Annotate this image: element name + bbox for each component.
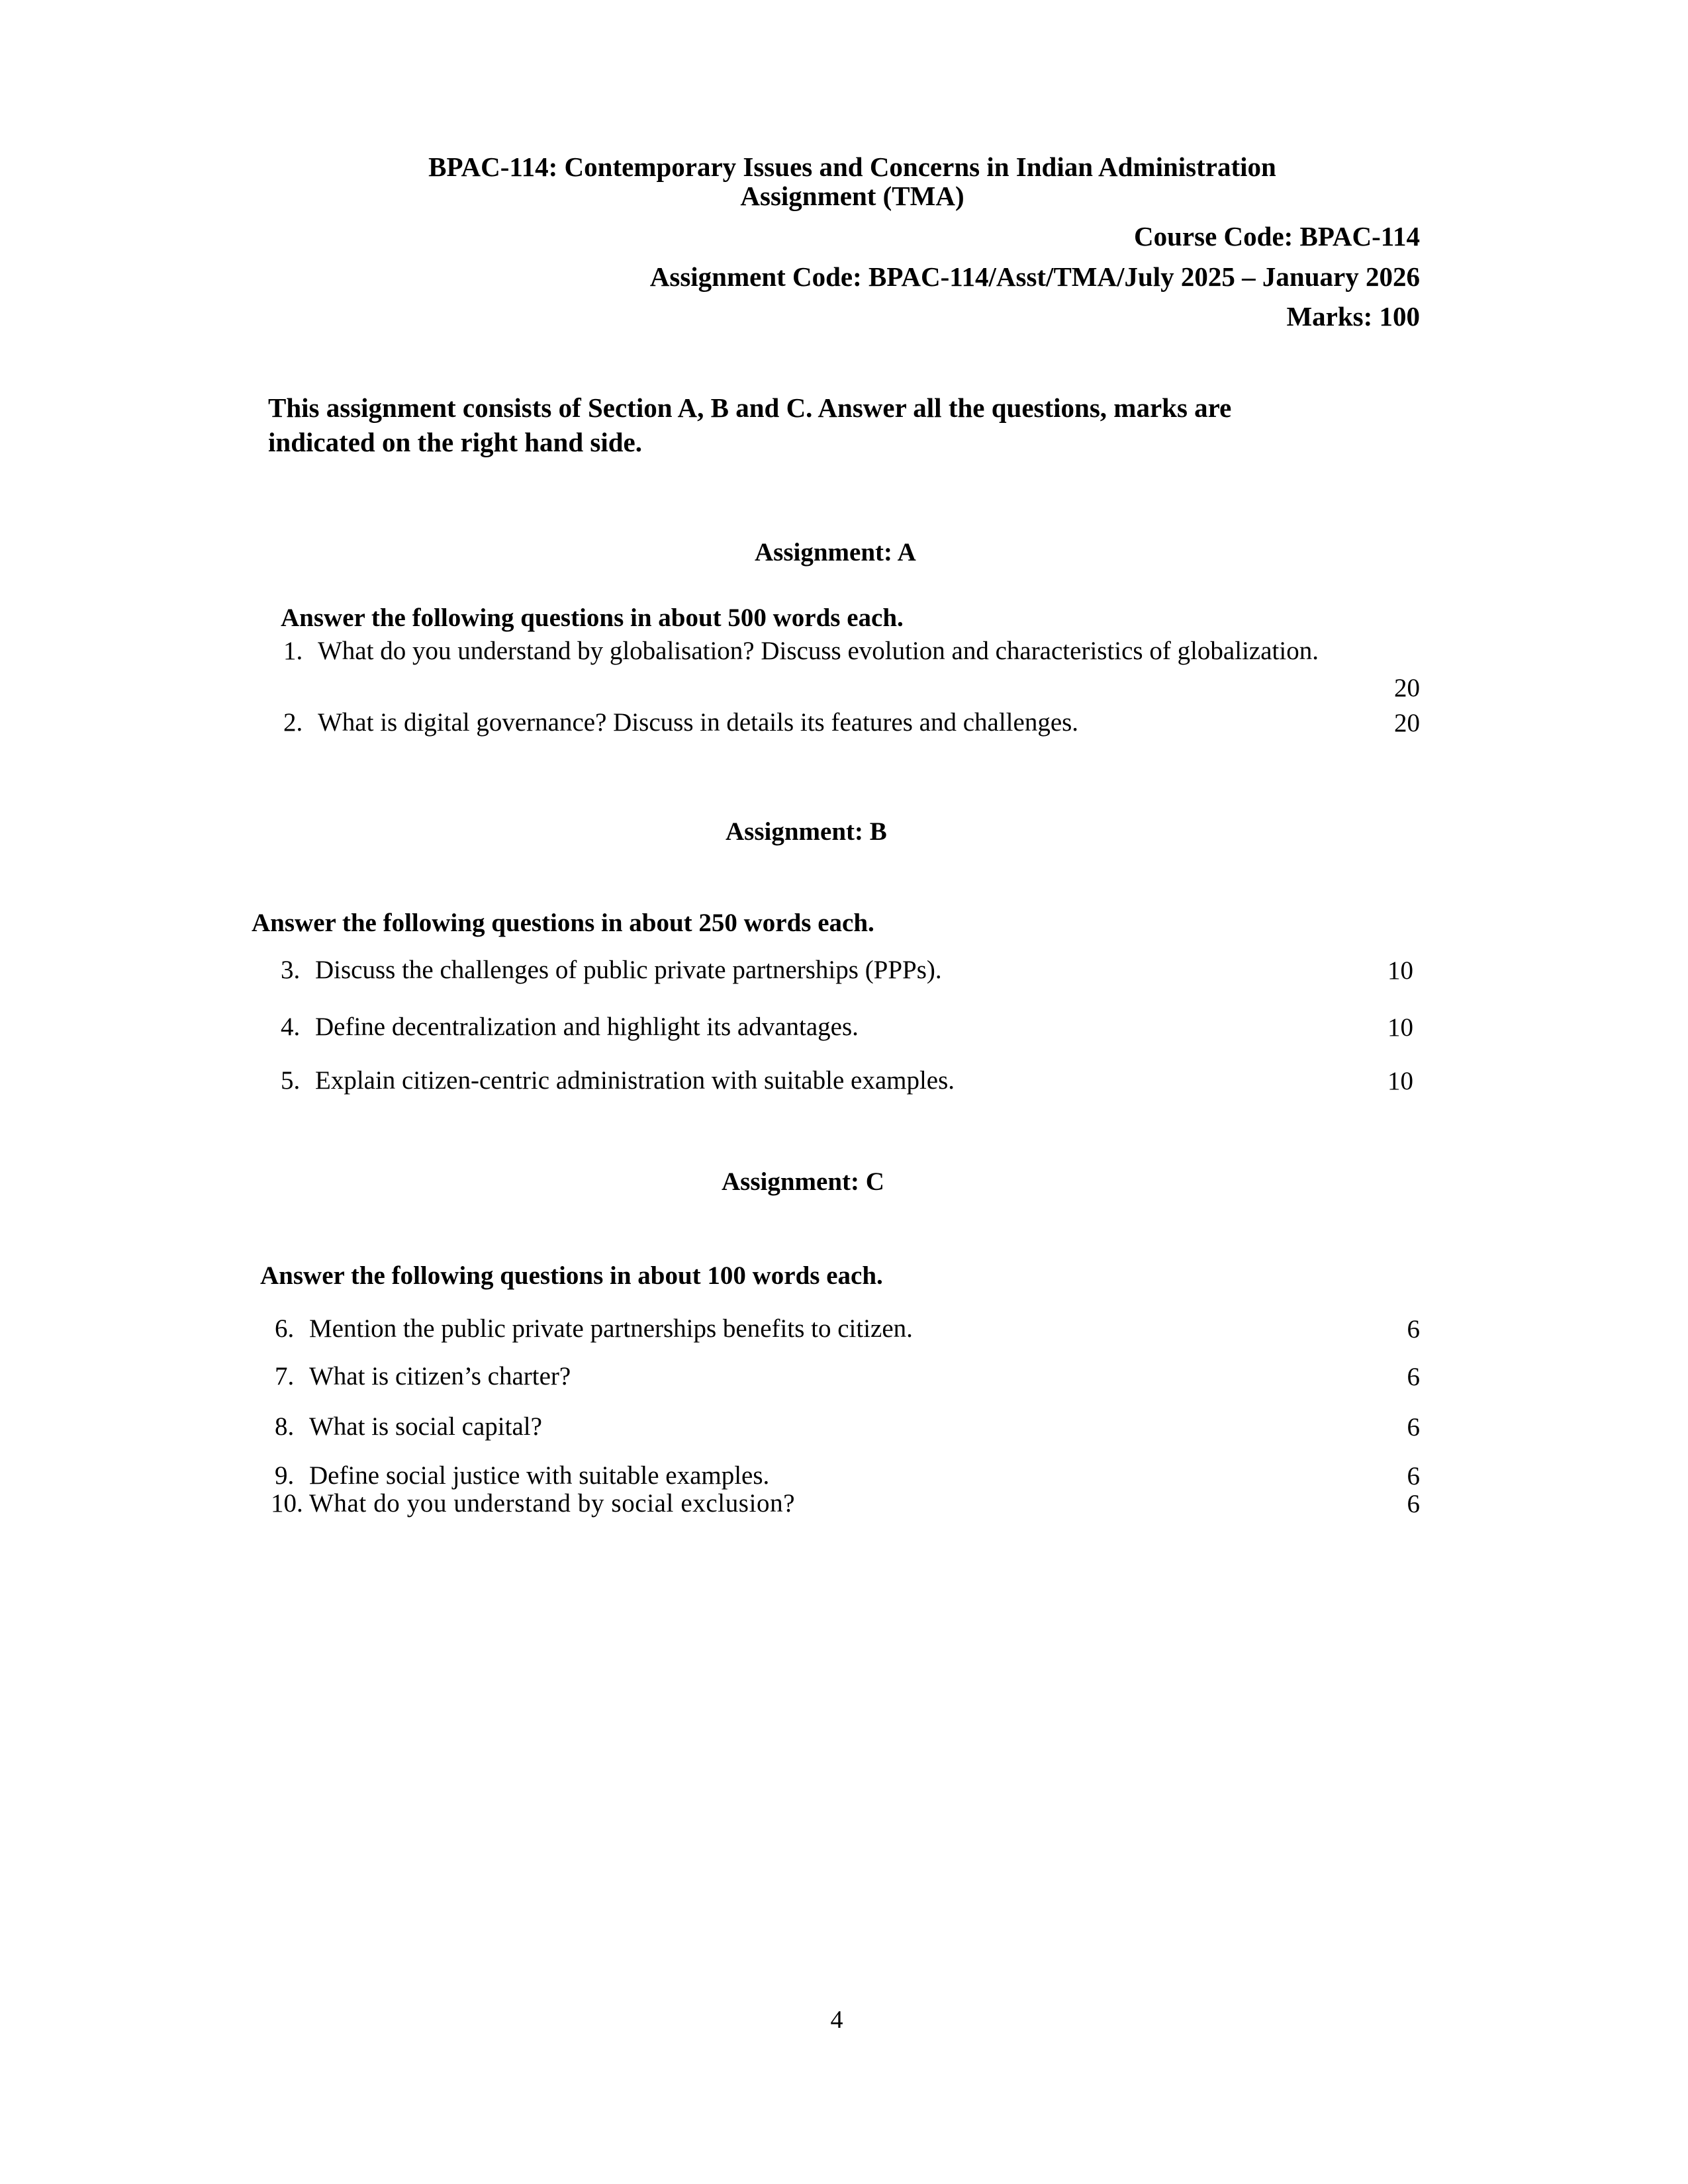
- assignment-code: Assignment Code: BPAC-114/Asst/TMA/July 2025 – January 2026: [649, 261, 1420, 292]
- question-row: [275, 1412, 542, 1441]
- question-marks: 10: [1387, 956, 1413, 985]
- total-marks: Marks: 100: [1286, 301, 1420, 332]
- question-row: [283, 708, 1078, 737]
- question-row: [281, 1066, 955, 1095]
- question-number: 9.: [275, 1461, 295, 1490]
- question-row: [275, 1362, 571, 1391]
- question-marks: 20: [1394, 674, 1420, 702]
- question-text: What do you understand by social exclusion?: [309, 1489, 796, 1518]
- question-marks: 6: [1407, 1363, 1420, 1391]
- question-text: Explain citizen-centric administration with suitable examples.: [315, 1066, 955, 1095]
- section-title-c: Assignment: C: [722, 1167, 884, 1196]
- section-instruction-b: Answer the following questions in about 250 words each.: [252, 909, 874, 937]
- question-number: 10.: [271, 1489, 303, 1518]
- question-marks: 6: [1407, 1413, 1420, 1441]
- page-number-footer: [0, 2005, 1688, 2034]
- question-number: 1.: [283, 637, 303, 665]
- section-instruction-a: Answer the following questions in about 500 words each.: [281, 604, 904, 632]
- question-row: [271, 1489, 795, 1518]
- section-title-b: Assignment: B: [726, 817, 887, 846]
- question-text: What do you understand by globalisation? Discuss evolution and characteristics of globalization.: [318, 637, 1319, 665]
- document-header: [285, 154, 1420, 330]
- section-instruction-c: Answer the following questions in about 100 words each.: [260, 1261, 883, 1290]
- question-row: [281, 956, 942, 985]
- question-marks: 6: [1407, 1315, 1420, 1343]
- question-marks: 20: [1394, 709, 1420, 737]
- question-marks: 6: [1407, 1490, 1420, 1518]
- question-text: Discuss the challenges of public private partnerships (PPPs).: [315, 956, 942, 984]
- question-row: [281, 1013, 859, 1042]
- section-title-a: Assignment: A: [755, 538, 916, 567]
- question-row: [283, 637, 1319, 666]
- document-title-line-1: BPAC-114: Contemporary Issues and Concerns in Indian Administration: [428, 152, 1276, 182]
- question-number: 5.: [281, 1066, 301, 1095]
- question-number: 2.: [283, 708, 303, 737]
- intro-line-2: indicated on the right hand side.: [268, 427, 642, 458]
- page-number-value: 4: [830, 2006, 843, 2034]
- question-text: What is citizen’s charter?: [309, 1362, 571, 1390]
- course-code: Course Code: BPAC-114: [1134, 221, 1420, 251]
- intro-instructions: [268, 390, 1430, 460]
- question-marks: 6: [1407, 1462, 1420, 1490]
- question-text: Define social justice with suitable examples.: [309, 1461, 770, 1490]
- document-title-line-2: Assignment (TMA): [740, 181, 964, 211]
- question-number: 4.: [281, 1013, 301, 1041]
- question-marks: 10: [1387, 1067, 1413, 1095]
- question-number: 7.: [275, 1362, 295, 1390]
- intro-line-1: This assignment consists of Section A, B and C. Answer all the questions, marks are: [268, 392, 1232, 423]
- question-number: 8.: [275, 1412, 295, 1441]
- question-marks: 10: [1387, 1013, 1413, 1042]
- question-number: 6.: [275, 1314, 295, 1343]
- question-text: What is social capital?: [309, 1412, 542, 1441]
- question-number: 3.: [281, 956, 301, 984]
- question-row: [275, 1314, 913, 1343]
- question-row: [275, 1461, 769, 1490]
- question-text: Define decentralization and highlight its advantages.: [315, 1013, 859, 1041]
- question-text: Mention the public private partnerships benefits to citizen.: [309, 1314, 913, 1343]
- question-text: What is digital governance? Discuss in details its features and challenges.: [318, 708, 1079, 737]
